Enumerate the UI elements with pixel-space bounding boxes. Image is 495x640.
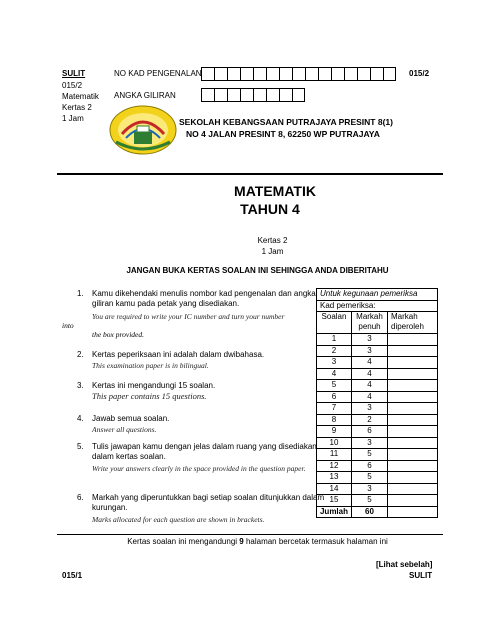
question-number: 13 <box>317 472 352 484</box>
instruction-number: 1. <box>77 289 84 298</box>
full-marks: 4 <box>352 380 388 392</box>
col-header-obtained-marks: Markah diperoleh <box>388 312 438 334</box>
page-count-number: 9 <box>239 537 244 546</box>
mark-row <box>317 414 438 426</box>
school-address: NO 4 JALAN PRESINT 8, 62250 WP PUTRAJAYA <box>186 129 380 139</box>
question-number: 6 <box>317 391 352 403</box>
instruction-text: Jawab semua soalan. <box>92 414 170 423</box>
question-number: 2 <box>317 345 352 357</box>
question-number: 8 <box>317 414 352 426</box>
question-number: 15 <box>317 495 352 507</box>
paper-label: Kertas 2 <box>62 103 92 112</box>
instruction-text: Kamu dikehendaki menulis nombor kad pengenalan dan angka giliran kamu pada petak yang disediakan. <box>92 289 316 308</box>
obtained-marks-cell[interactable] <box>388 483 438 495</box>
instruction-text: Kertas peperiksaan ini adalah dalam dwibahasa. <box>92 350 265 359</box>
mark-row <box>317 345 438 357</box>
obtained-marks-cell[interactable] <box>388 357 438 369</box>
instruction-translation-wrap: into <box>62 321 74 330</box>
footer-code: 015/1 <box>62 571 83 580</box>
mark-row <box>317 437 438 449</box>
paper-code-right: 015/2 <box>409 69 430 78</box>
question-number: 10 <box>317 437 352 449</box>
see-overleaf: [Lihat sebelah] <box>376 560 433 569</box>
instruction-number: 3. <box>77 381 84 390</box>
instruction-number: 2. <box>77 350 84 359</box>
full-marks: 6 <box>352 460 388 472</box>
full-marks: 4 <box>352 391 388 403</box>
mark-row <box>317 391 438 403</box>
duration-title: 1 Jam <box>261 247 284 256</box>
duration-label: 1 Jam <box>62 114 84 123</box>
instruction-translation: Marks allocated for each question are shown in brackets. <box>92 515 265 524</box>
school-logo <box>108 104 178 156</box>
instruction-text: Tulis jawapan kamu dengan jelas dalam ruang yang disediakan dalam kertas soalan. <box>92 442 317 461</box>
full-marks: 2 <box>352 414 388 426</box>
examiner-field[interactable]: Kad pemeriksa: <box>317 300 438 312</box>
mark-row <box>317 483 438 495</box>
obtained-marks-cell[interactable] <box>388 449 438 461</box>
full-marks: 3 <box>352 437 388 449</box>
instruction-translation: Write your answers clearly in the space provided in the question paper. <box>92 464 306 473</box>
obtained-marks-cell[interactable] <box>388 334 438 346</box>
ic-number-boxes[interactable] <box>201 67 396 81</box>
full-marks: 4 <box>352 357 388 369</box>
mark-row <box>317 380 438 392</box>
obtained-marks-cell[interactable] <box>388 368 438 380</box>
footer-divider <box>57 534 443 535</box>
mark-row <box>317 403 438 415</box>
full-marks: 5 <box>352 449 388 461</box>
table-title: Untuk kegunaan pemeriksa <box>317 289 438 301</box>
subject-label: Matematik <box>62 92 99 101</box>
obtained-marks-cell[interactable] <box>388 460 438 472</box>
total-obtained-cell[interactable] <box>388 506 438 518</box>
full-marks: 6 <box>352 426 388 438</box>
do-not-open-warning: JANGAN BUKA KERTAS SOALAN INI SEHINGGA ANDA DIBERITAHU <box>126 266 389 275</box>
full-marks: 5 <box>352 472 388 484</box>
mark-row <box>317 495 438 507</box>
instruction-translation: This examination paper is in bilingual. <box>92 361 209 370</box>
question-number: 4 <box>317 368 352 380</box>
col-header-question: Soalan <box>317 312 352 334</box>
turn-number-boxes[interactable] <box>201 88 305 102</box>
question-number: 3 <box>317 357 352 369</box>
subject-title: MATEMATIK <box>234 183 316 199</box>
question-number: 9 <box>317 426 352 438</box>
instruction-number: 5. <box>77 442 84 451</box>
mark-row <box>317 368 438 380</box>
full-marks: 4 <box>352 368 388 380</box>
question-number: 7 <box>317 403 352 415</box>
question-number: 12 <box>317 460 352 472</box>
full-marks: 3 <box>352 345 388 357</box>
school-name: SEKOLAH KEBANGSAAN PUTRAJAYA PRESINT 8(1) <box>179 117 393 127</box>
instruction-translation: You are required to write your IC number and turn your number <box>92 312 285 321</box>
full-marks: 3 <box>352 334 388 346</box>
obtained-marks-cell[interactable] <box>388 414 438 426</box>
paper-code: 015/2 <box>62 81 83 90</box>
instruction-number: 6. <box>77 493 84 502</box>
ic-number-label: NO KAD PENGENALAN <box>114 69 202 78</box>
instruction-translation: This paper contains 15 questions. <box>92 391 207 401</box>
obtained-marks-cell[interactable] <box>388 391 438 403</box>
mark-row <box>317 460 438 472</box>
obtained-marks-cell[interactable] <box>388 345 438 357</box>
instruction-text: Kertas ini mengandungi 15 soalan. <box>92 381 216 390</box>
instruction-translation: Answer all questions. <box>92 425 157 434</box>
sulit-label: SULIT <box>62 69 86 78</box>
mark-row <box>317 357 438 369</box>
obtained-marks-cell[interactable] <box>388 426 438 438</box>
question-number: 1 <box>317 334 352 346</box>
obtained-marks-cell[interactable] <box>388 472 438 484</box>
examiner-marks-table <box>316 288 438 518</box>
full-marks: 5 <box>352 495 388 507</box>
mark-row <box>317 472 438 484</box>
instruction-translation-cont: the box provided. <box>92 330 144 339</box>
turn-number-label: ANGKA GILIRAN <box>114 91 176 100</box>
obtained-marks-cell[interactable] <box>388 380 438 392</box>
page-count-note: Kertas soalan ini mengandungi 9 halaman bercetak termasuk halaman ini <box>127 537 388 546</box>
mark-row <box>317 426 438 438</box>
col-header-full-marks: Markah penuh <box>352 312 388 334</box>
mark-row <box>317 334 438 346</box>
header-divider <box>57 173 443 175</box>
obtained-marks-cell[interactable] <box>388 437 438 449</box>
footer-sulit: SULIT <box>409 571 433 580</box>
paper-title: Kertas 2 <box>257 236 288 245</box>
obtained-marks-cell[interactable] <box>388 403 438 415</box>
full-marks: 3 <box>352 403 388 415</box>
instruction-number: 4. <box>77 414 84 423</box>
full-marks: 3 <box>352 483 388 495</box>
question-number: 14 <box>317 483 352 495</box>
question-number: 5 <box>317 380 352 392</box>
year-title: TAHUN 4 <box>240 201 300 217</box>
instruction-text: Markah yang diperuntukkan bagi setiap soalan ditunjukkan dalam kurungan. <box>92 493 325 512</box>
obtained-marks-cell[interactable] <box>388 495 438 507</box>
question-number: 11 <box>317 449 352 461</box>
total-value: 60 <box>352 506 388 518</box>
mark-row <box>317 449 438 461</box>
total-label: Jumlah <box>317 506 352 518</box>
